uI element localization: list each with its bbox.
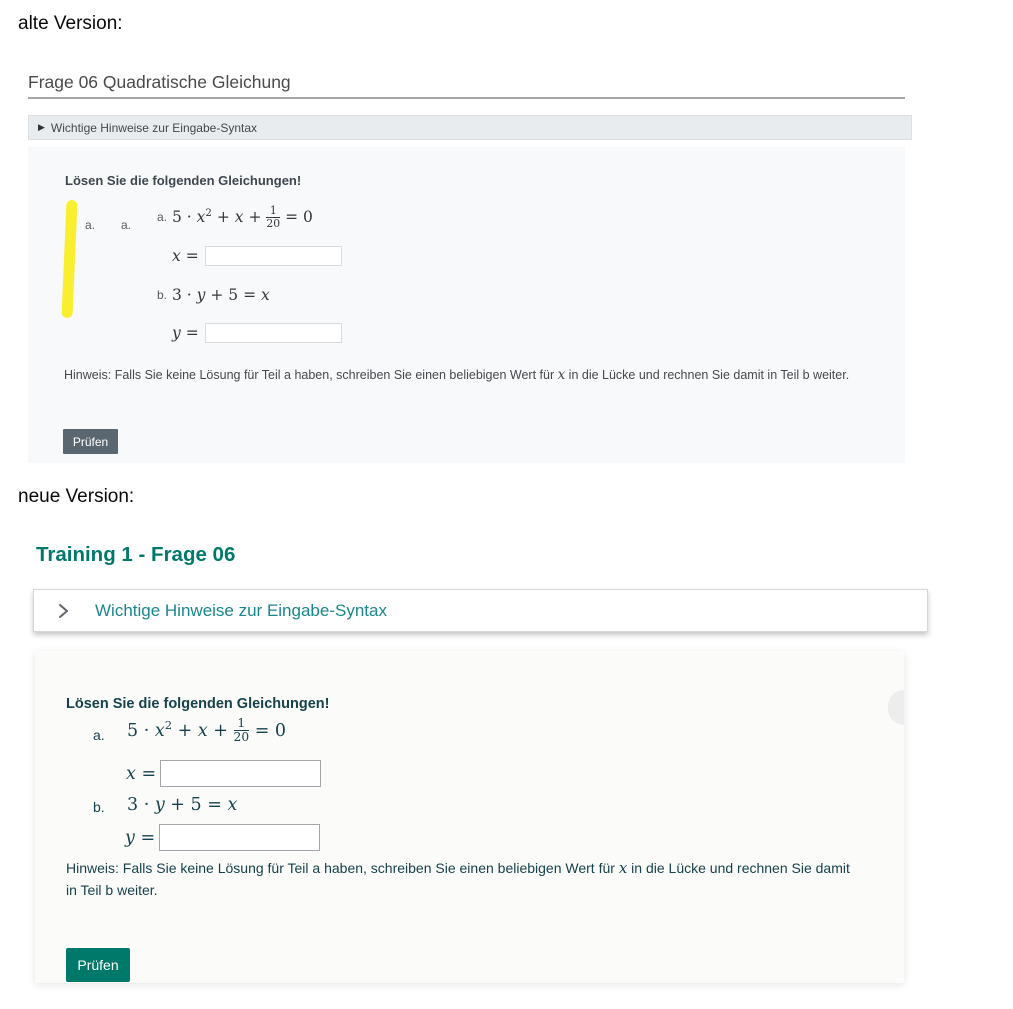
old-answer-input-x[interactable] (205, 246, 342, 266)
equation-b-math: 3 · y + 5 = x (127, 795, 238, 815)
chevron-right-icon (54, 602, 72, 620)
old-equation-a (157, 205, 313, 230)
old-syntax-toggle-label: Wichtige Hinweise zur Eingabe-Syntax (50, 120, 258, 135)
expand-triangle-icon: ▶ (38, 122, 45, 132)
old-middle-list-label: a. (121, 218, 132, 232)
fraction: $\frac{1}{20}$ (266, 204, 281, 230)
old-syntax-toggle[interactable] (28, 115, 912, 140)
equation-a-math: $5 \cdot x^2 + x$ + $\frac{1}{20}$ = 0 (127, 716, 287, 745)
old-equation-b (157, 286, 270, 304)
new-task-panel (35, 651, 904, 983)
answer-x-label: x = (126, 763, 157, 784)
old-item-b-label: b. (157, 288, 168, 302)
new-item-a-label: a. (93, 727, 105, 743)
new-hint-text: Hinweis: Falls Sie keine Lösung für Teil a haben, schreiben Sie einen beliebigen Wert für x in die Lücke und rechnen Sie damit in Teil b weiter. (66, 859, 850, 898)
answer-x-label: x = (172, 247, 199, 265)
new-answer-row-x (126, 760, 321, 787)
fraction: $\frac{1}{20}$ (233, 716, 250, 745)
old-check-button[interactable]: Prüfen (63, 429, 118, 454)
old-item-a-label: a. (157, 210, 168, 225)
highlighter-mark (61, 200, 77, 318)
new-item-b-label: b. (93, 799, 105, 815)
old-answer-row-x (172, 246, 342, 266)
equation-a-math: $5 \cdot x^2 + x$ + $\frac{1}{20}$ = 0 (172, 204, 313, 230)
new-equation-b (127, 795, 237, 815)
new-syntax-toggle-label: Wichtige Hinweise zur Eingabe-Syntax (95, 600, 387, 620)
new-check-button[interactable]: Prüfen (66, 948, 130, 982)
old-task-prompt: Lösen Sie die folgenden Gleichungen! (65, 173, 302, 188)
old-answer-input-y[interactable] (205, 323, 342, 343)
equation-b-math: 3 · y + 5 = x (172, 286, 270, 304)
new-answer-input-y[interactable] (159, 824, 320, 851)
old-hint-text: Hinweis: Falls Sie keine Lösung für Teil a haben, schreiben Sie einen beliebigen Wert für x in die Lücke und rechnen Sie damit in Teil b weiter. (64, 367, 850, 383)
new-syntax-toggle[interactable] (33, 589, 928, 632)
new-answer-input-x[interactable] (160, 760, 321, 787)
answer-y-label: y = (125, 827, 156, 848)
drawer-handle[interactable] (888, 690, 904, 725)
version-label-old: alte Version: (18, 13, 123, 34)
new-answer-row-y (125, 824, 320, 851)
answer-y-label: y = (172, 324, 199, 342)
old-outer-list-label: a. (85, 218, 96, 232)
new-task-prompt: Lösen Sie die folgenden Gleichungen! (66, 696, 330, 712)
new-equation-a (127, 717, 286, 745)
old-answer-row-y (172, 323, 342, 343)
new-question-title: Training 1 - Frage 06 (36, 543, 236, 566)
old-question-title: Frage 06 Quadratische Gleichung (28, 72, 905, 99)
old-task-panel (28, 147, 905, 463)
version-label-new: neue Version: (18, 486, 135, 507)
